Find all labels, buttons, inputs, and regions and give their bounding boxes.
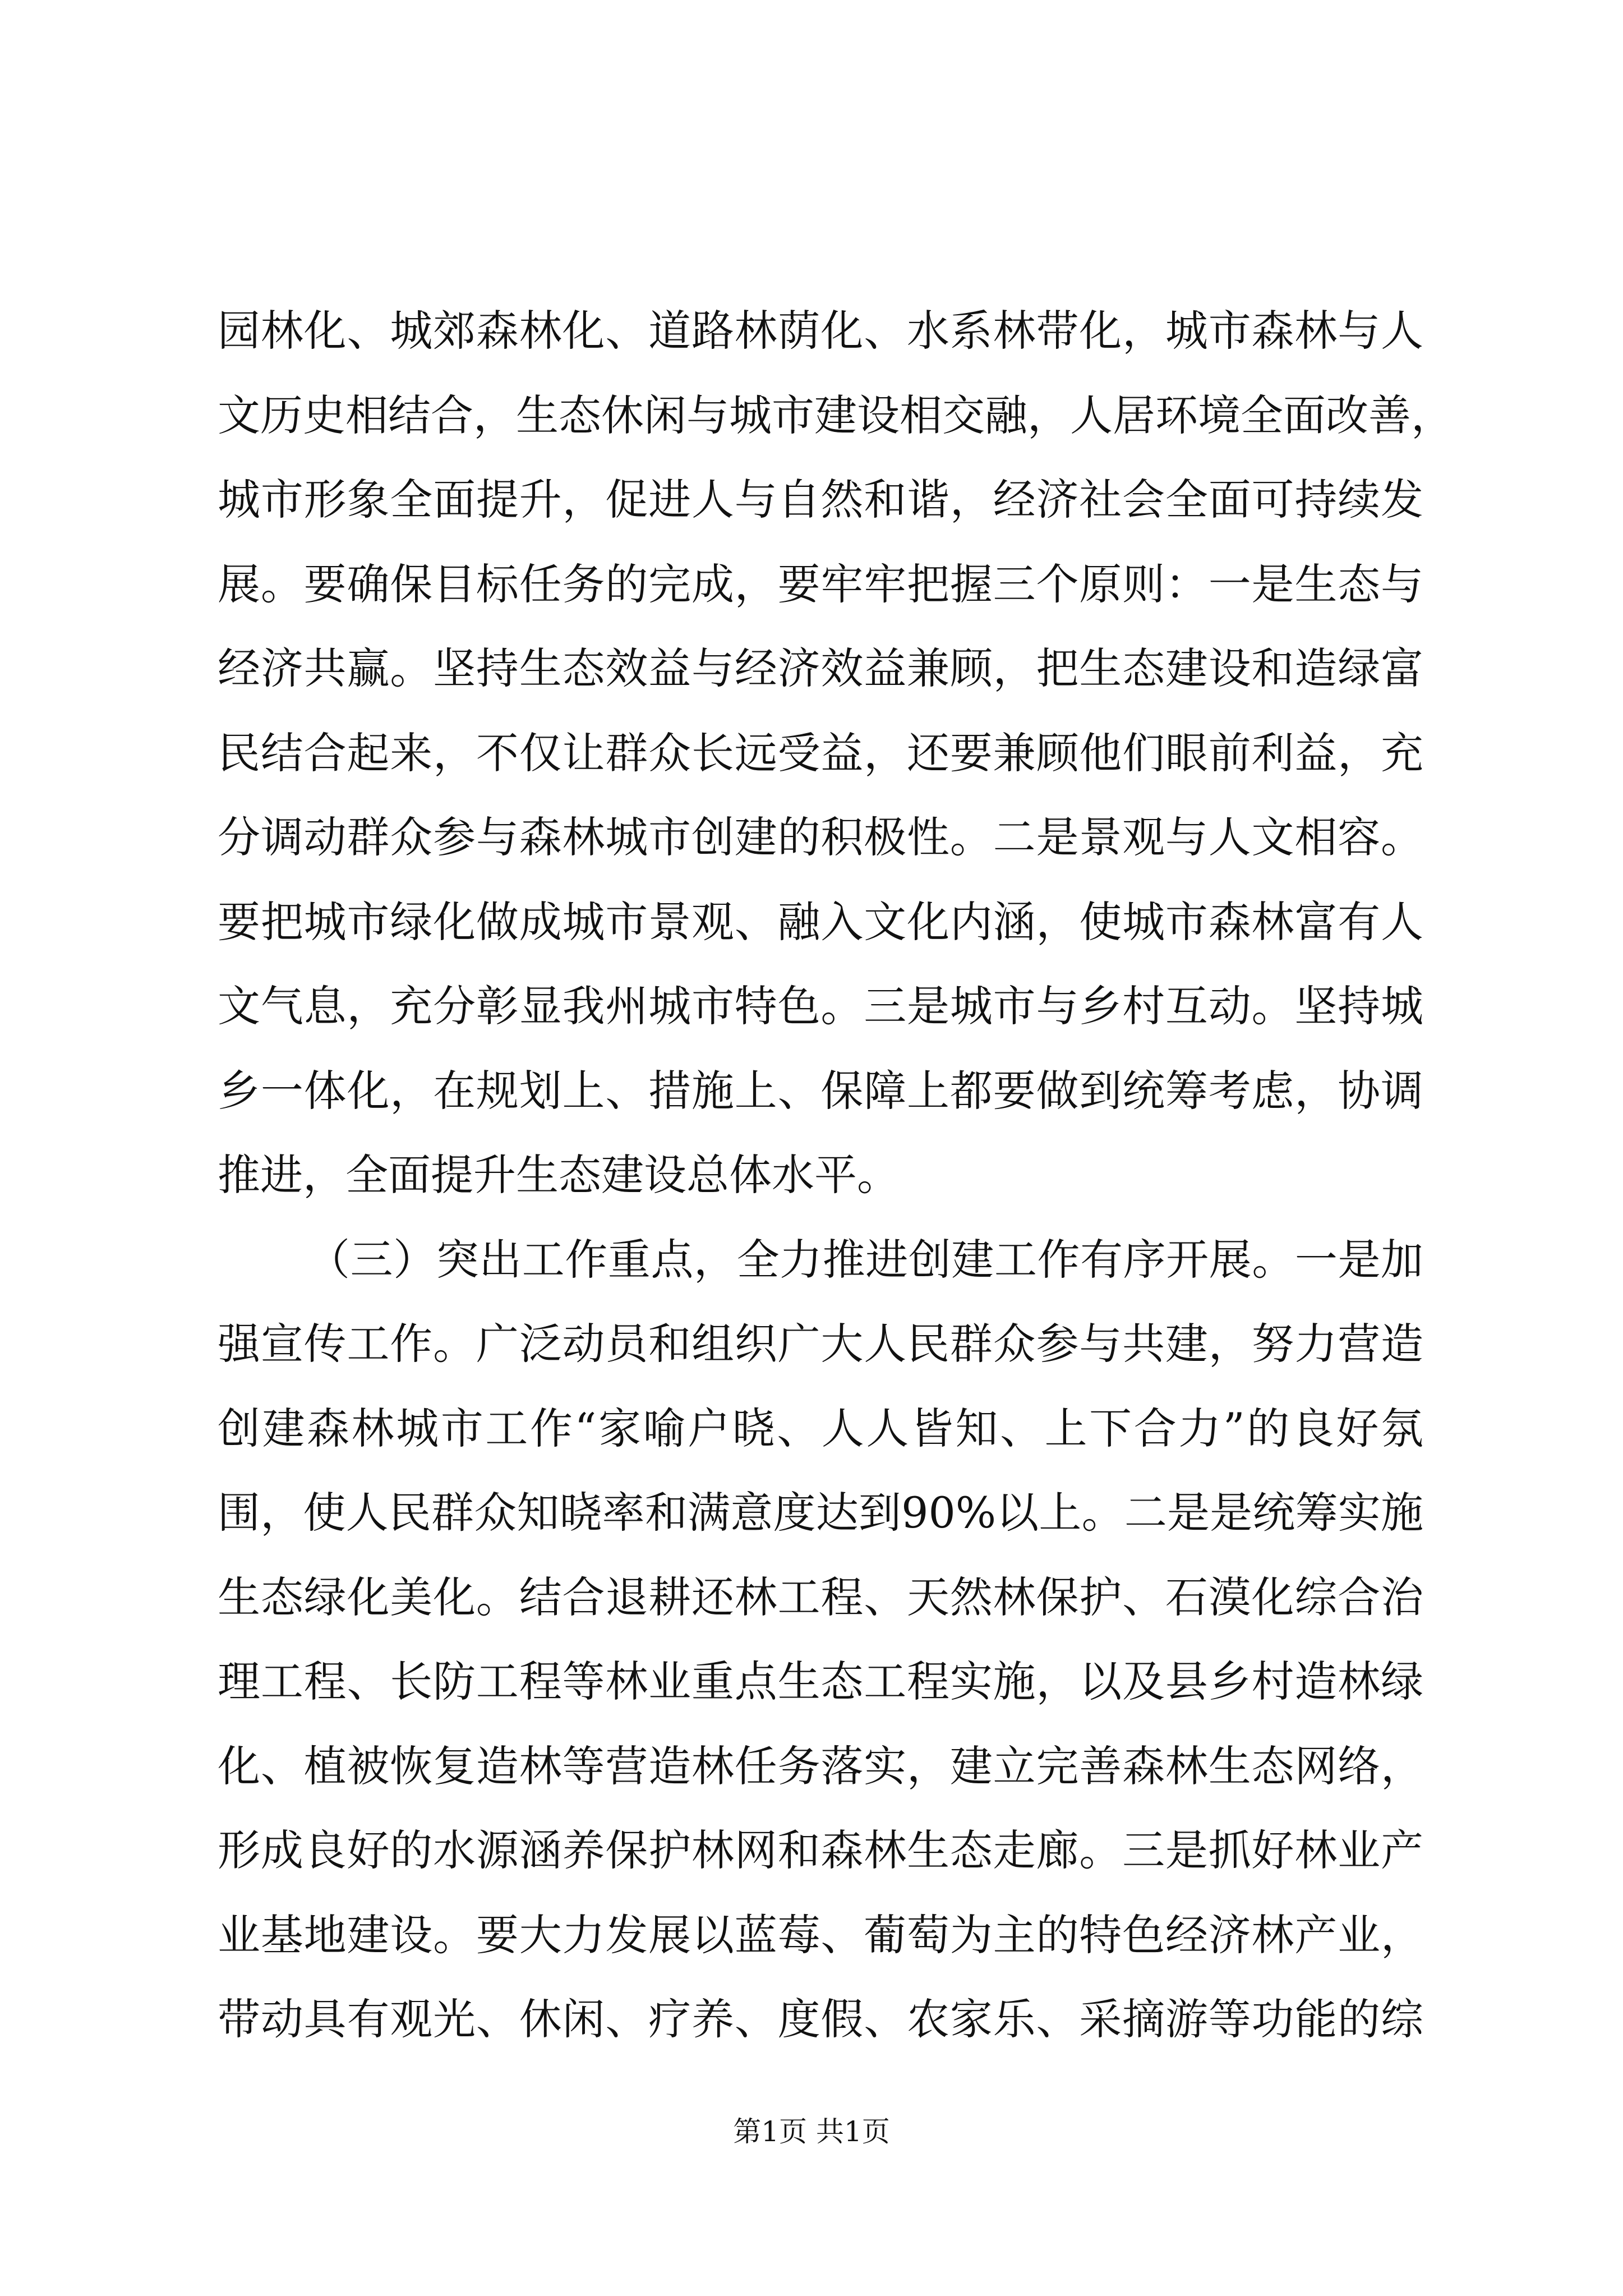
text-line: 围，使人民群众知晓率和满意度达到90%以上。二是是统筹实施 <box>218 1488 1423 1538</box>
text-line: 城市形象全面提升，促进人与自然和谐，经济社会全面可持续发 <box>218 475 1423 524</box>
text-line: （三）突出工作重点，全力推进创建工作有序开展。一是加 <box>307 1234 1423 1285</box>
page-footer: 第1页 共1页 <box>733 2115 890 2148</box>
text-line: 理工程、长防工程等林业重点生态工程实施，以及县乡村造林绿 <box>218 1657 1423 1706</box>
text-line: 展。要确保目标任务的完成，要牢牢把握三个原则：一是生态与 <box>218 559 1423 609</box>
text-line: 业基地建设。要大力发展以蓝莓、葡萄为主的特色经济林产业， <box>218 1910 1423 1960</box>
document-body <box>218 289 1454 2062</box>
text-line: 要把城市绿化做成城市景观、融入文化内涵，使城市森林富有人 <box>218 896 1423 947</box>
text-line: 文历史相结合，生态休闲与城市建设相交融，人居环境全面改善， <box>218 390 1454 440</box>
text-line: 经济共赢。坚持生态效益与经济效益兼顾，把生态建设和造绿富 <box>218 643 1423 693</box>
text-line: 民结合起来，不仅让群众长远受益，还要兼顾他们眼前利益，充 <box>218 728 1423 778</box>
text-line: 形成良好的水源涵养保护林网和森林生态走廊。三是抓好林业产 <box>218 1825 1423 1875</box>
text-line: 强宣传工作。广泛动员和组织广大人民群众参与共建，努力营造 <box>218 1319 1423 1369</box>
text-line: 乡一体化，在规划上、措施上、保障上都要做到统筹考虑，协调 <box>218 1065 1423 1116</box>
text-line: 分调动群众参与森林城市创建的积极性。二是景观与人文相容。 <box>218 812 1423 862</box>
text-line: 带动具有观光、休闲、疗养、度假、农家乐、采摘游等功能的综 <box>218 1994 1423 2044</box>
text-line: 生态绿化美化。结合退耕还林工程、天然林保护、石漠化综合治 <box>218 1572 1423 1622</box>
text-line: 推进，全面提升生态建设总体水平。 <box>218 1150 900 1200</box>
text-line: 文气息，充分彰显我州城市特色。三是城市与乡村互动。坚持城 <box>218 981 1423 1031</box>
text-line: 创建森林城市工作“家喻户晓、人人皆知、上下合力”的良好氛 <box>218 1403 1423 1453</box>
text-line: 化、植被恢复造林等营造林任务落实，建立完善森林生态网络， <box>218 1741 1423 1791</box>
text-line: 园林化、城郊森林化、道路林荫化、水系林带化，城市森林与人 <box>218 306 1423 356</box>
